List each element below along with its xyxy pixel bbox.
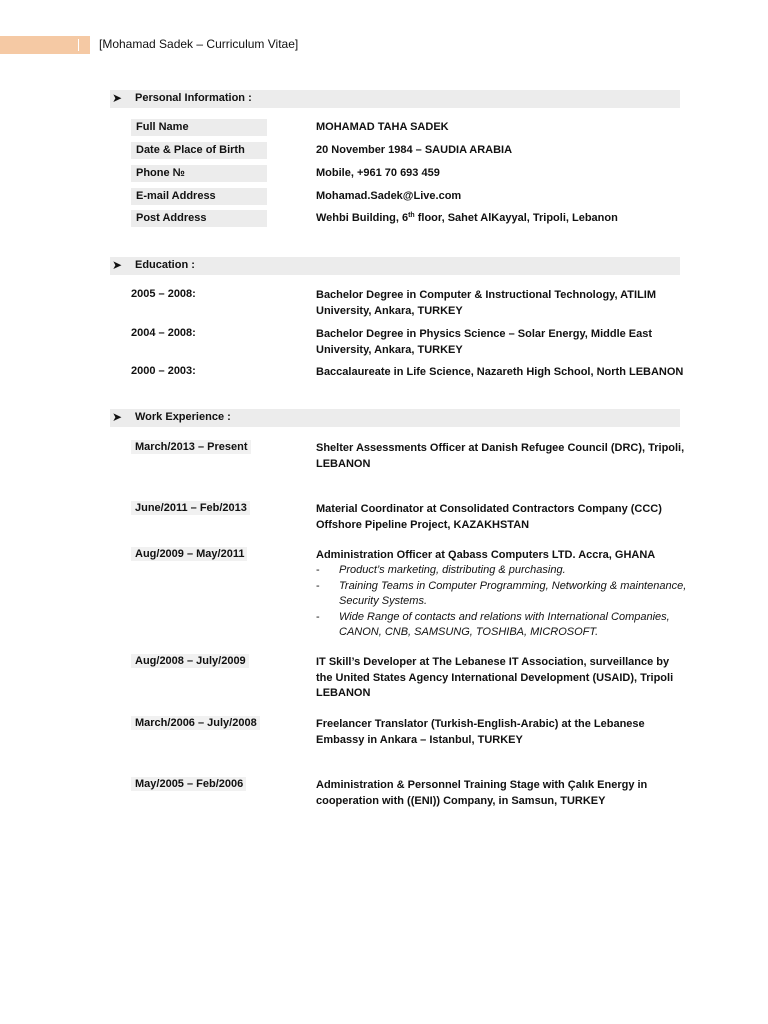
work-period: May/2005 – Feb/2006 xyxy=(131,777,246,791)
education-period: 2005 – 2008: xyxy=(131,288,196,300)
personal-value-phone: Mobile, +961 70 693 459 xyxy=(316,167,440,179)
header-accent-bar xyxy=(0,36,90,54)
work-duties-list xyxy=(316,563,688,641)
section-heading: Personal Information : xyxy=(135,92,252,104)
work-entry: Freelancer Translator (Turkish-English-Arabic) at the Lebanese Embassy in Ankara – Istanbul, TURKEY xyxy=(316,718,645,746)
personal-label-birth: Date & Place of Birth xyxy=(131,142,267,159)
work-period: Aug/2009 – May/2011 xyxy=(131,547,247,561)
education-entry: Baccalaureate in Life Science, Nazareth High School, North LEBANON xyxy=(316,366,684,378)
personal-label-full-name: Full Name xyxy=(131,119,267,136)
header-divider xyxy=(78,39,79,51)
personal-label-phone: Phone № xyxy=(131,165,267,182)
ordinal-suffix: th xyxy=(408,212,415,219)
section-work-experience xyxy=(110,409,680,427)
section-heading: Education : xyxy=(135,259,195,271)
address-part: Wehbi Building, 6 xyxy=(316,212,409,224)
education-period: 2004 – 2008: xyxy=(131,327,196,339)
education-entry: Bachelor Degree in Computer & Instructional Technology, ATILIM University, Ankara, TURKEY xyxy=(316,289,657,317)
work-entry: Administration & Personnel Training Stage with Çalık Energy in cooperation with ((ENI)) Company, in Samsun, TURKEY xyxy=(316,779,648,807)
education-entry: Bachelor Degree in Physics Science – Solar Energy, Middle East University, Ankara, TURKEY xyxy=(316,328,653,356)
list-item: - Training Teams in Computer Programming, Networking & maintenance, Security Systems. xyxy=(316,579,688,610)
address-part: floor, Sahet AlKayyal, Tripoli, Lebanon xyxy=(414,212,618,224)
list-item: - Wide Range of contacts and relations with International Companies, CANON, CNB, SAMSUNG, TOSHIBA, MICROSOFT. xyxy=(316,610,688,641)
education-period: 2000 – 2003: xyxy=(131,365,196,377)
section-heading: Work Experience : xyxy=(135,411,231,423)
section-personal-information xyxy=(110,90,680,108)
personal-value-email: Mohamad.Sadek@Live.com xyxy=(316,190,462,202)
section-education xyxy=(110,257,680,275)
arrow-bullet-icon: ➤ xyxy=(112,91,123,105)
list-item: - Product’s marketing, distributing & purchasing. xyxy=(316,563,688,579)
personal-label-post-address: Post Address xyxy=(131,210,267,227)
work-entry: IT Skill’s Developer at The Lebanese IT Association, surveillance by the United States Agency International Development (USAID), Tripoli LEBANON xyxy=(316,656,674,699)
arrow-bullet-icon: ➤ xyxy=(112,410,123,424)
personal-value-post-address xyxy=(316,211,688,227)
work-period: Aug/2008 – July/2009 xyxy=(131,654,249,668)
work-entry: Shelter Assessments Officer at Danish Refugee Council (DRC), Tripoli, LEBANON xyxy=(316,442,685,470)
personal-value-full-name: MOHAMAD TAHA SADEK xyxy=(316,121,449,133)
work-entry: Administration Officer at Qabass Computers LTD. Accra, GHANA xyxy=(316,549,656,561)
work-period: June/2011 – Feb/2013 xyxy=(131,501,250,515)
work-period: March/2013 – Present xyxy=(131,440,251,454)
arrow-bullet-icon: ➤ xyxy=(112,258,123,272)
work-period: March/2006 – July/2008 xyxy=(131,716,260,730)
personal-label-email: E-mail Address xyxy=(131,188,267,205)
work-entry: Material Coordinator at Consolidated Contractors Company (CCC) Offshore Pipeline Project, KAZAKHSTAN xyxy=(316,503,662,531)
document-title: [Mohamad Sadek – Curriculum Vitae] xyxy=(99,37,299,51)
personal-value-birth: 20 November 1984 – SAUDIA ARABIA xyxy=(316,144,513,156)
